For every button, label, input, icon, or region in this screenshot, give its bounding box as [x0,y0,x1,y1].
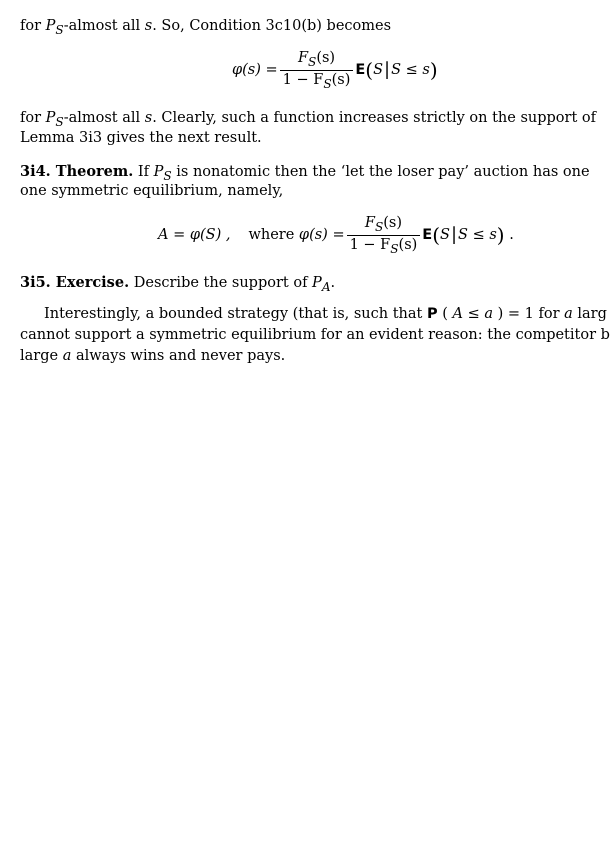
paragraph-line-3 [20,348,285,364]
paren-open: ( [365,58,374,83]
math-P: P [153,164,164,180]
paren-close: ) [429,58,438,83]
math-sub: S [390,241,399,256]
math-sub: S [55,114,64,129]
text-fragment: for [20,110,46,126]
math-F: F [364,215,375,231]
exercise-line: 3i5. Exercise. Describe the support of $P_A$. [20,274,336,294]
math-arg: (s) [398,236,418,253]
text-fragment: If [133,164,154,180]
math-den: 1 − F [349,236,391,253]
text-fragment: . So, Condition 3c10(b) becomes [152,18,392,34]
math-arg: (s) [316,50,336,66]
theorem-line-1 [20,163,590,183]
math-sub: S [374,219,384,234]
text-fragment: = 1 for [503,306,565,322]
math-sub: A [321,279,331,294]
probability-symbol: P [426,306,438,322]
math-s: s [144,110,153,126]
math-P: P [312,275,322,291]
math-den: 1 − F [282,71,324,88]
math-dot: . [509,227,514,244]
theorem-label: 3i4. Theorem. [20,163,134,180]
paren-close: ) [496,223,505,248]
paren-open: ( [432,223,441,248]
text-line-1 [20,18,391,37]
math-s: s [144,18,153,34]
math-sub: S [323,76,332,91]
math-arg: (s) [331,71,351,88]
exercise-label: 3i5. Exercise. [20,274,130,291]
text-fragment: large [20,348,63,364]
text-fragment: for [20,18,46,34]
text-fragment: . Clearly, such a function increases strictly on the support of [152,110,596,126]
math-P: P [45,110,56,126]
math-phi: φ(s) = [298,227,345,244]
text-line-2 [20,110,596,129]
cond-bar: | [450,224,458,246]
text-fragment: Lemma 3i3 gives the next result. [20,130,262,146]
math-phi: φ(s) = [232,62,278,79]
math-F: F [297,50,309,66]
math-A-eq: A = φ(S) , [158,227,231,244]
math-P: P [45,18,56,34]
math-where: where [248,227,295,244]
equation-2 [158,215,514,256]
fraction [347,215,421,256]
text-fragment: Interestingly, a bounded strategy (that is, such that [44,306,427,322]
expectation-symbol: E [355,62,366,79]
math-sub: S [163,168,172,183]
math-sub: S [308,54,317,69]
text-line-3 [20,130,262,146]
text-fragment: -almost all [63,110,145,126]
math-condition: S ≤ s [391,62,430,79]
text-fragment: cannot support a symmetric equilibrium for an evident reason: the competitor b [20,327,610,343]
math-arg: (s) [383,215,402,231]
expectation-symbol: E [422,227,433,244]
cond-bar: | [384,59,391,81]
math-A-le-a: A ≤ a [452,306,493,322]
equation-1 [232,50,438,91]
fraction [280,50,354,91]
math-a: a [62,348,72,364]
math-sub: S [55,22,64,37]
text-fragment: one symmetric equilibrium, namely, [20,183,284,199]
math-condition: S ≤ s [458,227,497,244]
text-fragment: always wins and never pays. [71,348,286,364]
theorem-line-2 [20,183,283,199]
text-fragment: larg [572,306,607,322]
text-fragment: -almost all [63,18,145,34]
math-S: S [373,62,384,79]
math-a: a [564,306,573,322]
paragraph-line-1: Interestingly, a bounded strategy (that is, such that P ( A ≤ a ) = 1 for a larg [44,306,607,322]
text-fragment: is nonatomic then the ‘let the loser pay’ auction has one [171,164,590,180]
text-fragment: Describe the support of [129,275,313,291]
paragraph-line-2 [20,327,610,343]
math-S: S [440,227,450,244]
